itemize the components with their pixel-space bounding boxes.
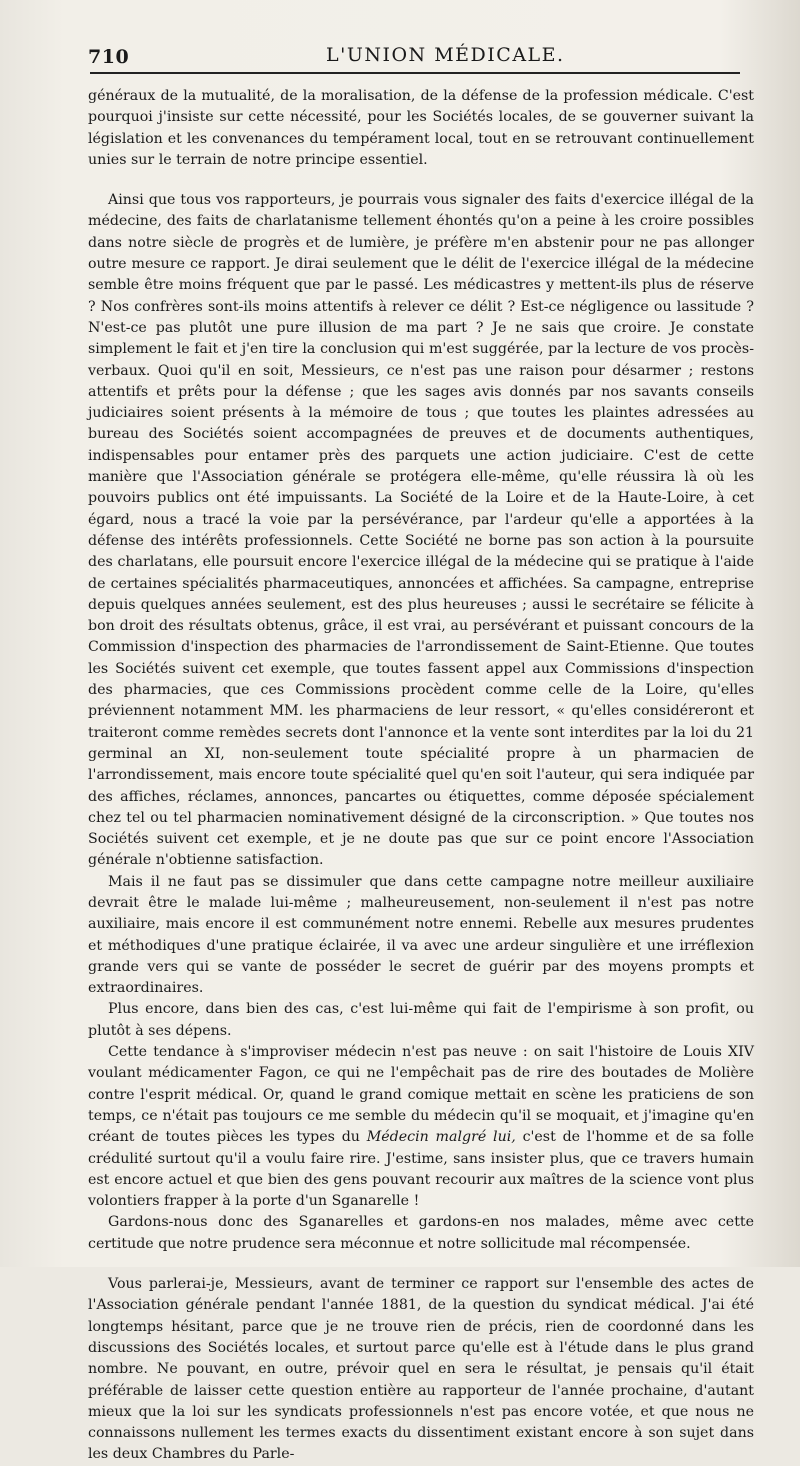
paragraph: Gardons-nous donc des Sganarelles et gardons-en nos malades, même avec cette certitude que notre prudence sera méconnue et notre sollicitude mal récompensée. [88, 1214, 754, 1252]
work-title: Médecin malgré lui, [366, 1129, 516, 1146]
paragraph: Plus encore, dans bien des cas, c'est lui-même qui fait de l'empirisme à son profit, ou plutôt à ses dépens. [88, 1001, 754, 1039]
body-text [88, 86, 754, 1466]
paragraph: Ainsi que tous vos rapporteurs, je pourrais vous signaler des faits d'exercice illégal de la médecine, des faits de charlatanisme tellement éhontés qu'on a peine à les croire possibles dans notre siècle de progrès et de lumière, je préfère m'en abstenir pour ne pas allonger outre mesure ce rapport. Je dirai seulement que le délit de l'exercice illégal de la médecine semble être moins fréquent que par le passé. Les médicastres y mettent-ils plus de réserve ? Nos confrères sont-ils moins attentifs à relever ce délit ? Est-ce négligence ou lassitude ? N'est-ce pas plutôt une pure illusion de ma part ? Je ne sais que croire. Je constate simplement le fait et j'en tire la conclusion qui m'est suggérée, par la lecture de vos procès-verbaux. Quoi qu'il en soit, Messieurs, ce n'est pas une raison pour désarmer ; restons attentifs et prêts pour la défense ; que les sages avis donnés par nos savants conseils judiciaires soient présents à la mémoire de tous ; que toutes les plaintes adressées au bureau des Sociétés soient accompagnées de preuves et de documents authentiques, indispensables pour entamer près des parquets une action judiciaire. C'est de cette manière que l'Association générale se protégera elle-même, qu'elle réussira là où les pouvoirs publics ont été impuissants. La Société de la Loire et de la Haute-Loire, à cet égard, nous a tracé la voie par la persévérance, par l'ardeur qu'elle a apportées à la défense des intérêts professionnels. Cette Société ne borne pas son action à la poursuite des charlatans, elle poursuit encore l'exercice illégal de la médecine qui se pratique à l'aide de certaines spécialités pharmaceutiques, annoncées et affichées. Sa campagne, entreprise depuis quelques années seulement, est des plus heureuses ; aussi le secrétaire se félicite à bon droit des résultats obtenus, grâce, il est vrai, au persévérant et puissant concours de la Commission d'inspection des pharmacies de l'arrondissement de Saint-Etienne. Que toutes les Sociétés suivent cet exemple, que toutes fassent appel aux Commissions d'inspection des pharmacies, que ces Commissions procèdent comme celle de la Loire, qu'elles préviennent notamment MM. les pharmaciens de leur ressort, « qu'elles considéreront et traiteront comme remèdes secrets dont l'annonce et la vente sont interdites par la loi du 21 germinal an XI, non-seulement toute spécialité propre à un pharmacien de l'arrondissement, mais encore toute spécialité quel qu'en soit l'auteur, qui sera indiquée par des affiches, réclames, annonces, pancartes ou étiquettes, comme déposée spécialement chez tel ou tel pharmacien nominativement désigné de la circonscription. » Que toutes nos Sociétés suivent cet exemple, et je ne doute pas que sur ce point encore l'Association générale n'obtienne satisfaction. [88, 192, 754, 869]
running-title: L'UNION MÉDICALE. [326, 44, 565, 66]
page-header [88, 40, 745, 74]
header-rule [90, 72, 740, 74]
paragraph: généraux de la mutualité, de la moralisation, de la défense de la profession médicale. C'est pourquoi j'insiste sur cette nécessité, pour les Sociétés locales, de se gouverner suivant la législation et les convenances du tempérament local, tout en se retrouvant continuellement unies sur le terrain de notre principe essentiel. [88, 88, 754, 168]
paragraph: Mais il ne faut pas se dissimuler que dans cette campagne notre meilleur auxiliaire devrait être le malade lui-même ; malheureusement, non-seulement il n'est pas notre auxiliaire, mais encore il est communément notre ennemi. Rebelle aux mesures prudentes et méthodiques d'une pratique éclairée, il va avec une ardeur singulière et une irréflexion grande vers qui se vante de posséder le secret de guérir par des moyens prompts et extraordinaires. [88, 873, 754, 997]
paragraph: Vous parlerai-je, Messieurs, avant de terminer ce rapport sur l'ensemble des actes de l'Association générale pendant l'année 1881, de la question du syndicat médical. J'ai été longtemps hésitant, parce que je ne trouve rien de précis, rien de coordonné dans les discussions des Sociétés locales, et surtout parce qu'elle est à l'étude dans le plus grand nombre. Ne pouvant, en outre, prévoir quel en sera le résultat, je pensais qu'il était préférable de laisser cette question entière au rapporteur de l'année prochaine, d'autant mieux que la loi sur les syndicats professionnels n'est pas encore votée, et que nous ne connaissons nullement les termes exacts du dissentiment existant encore à son sujet dans les deux Chambres du Parle- [88, 1276, 754, 1463]
page-number: 710 [88, 46, 130, 68]
paragraph [88, 1042, 754, 1212]
paragraph-text: c'est de l'homme et de sa folle crédulité surtout qu'il a voulu faire rire. J'estime, sans insister plus, que ce travers humain est encore actuel et que bien des gens pouvant recourir aux maîtres de la science vont plus volontiers frapper à la porte d'un Sganarelle ! [88, 1129, 754, 1210]
paragraph-text: Cette tendance à s'improviser médecin n'est pas neuve : on sait l'histoire de Louis XIV voulant médicamenter Fagon, ce qui ne l'empêchait pas de rire des boutades de Molière contre l'esprit médical. Or, quand le grand comique mettait en scène les praticiens de son temps, ce n'était pas toujours ce me semble du médecin qu'il se moquait, et j'imagine qu'en créant de toutes pièces les types du [88, 1044, 754, 1146]
